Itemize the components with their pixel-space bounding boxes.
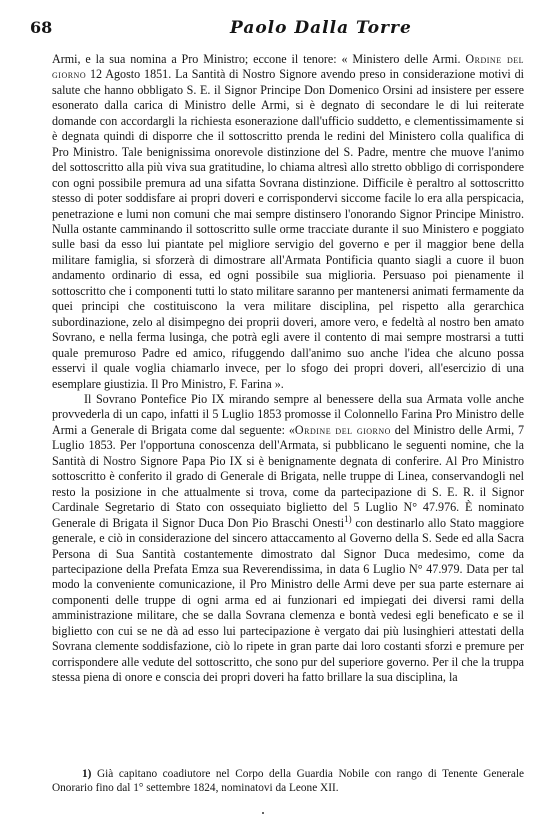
ordine-del-giorno-heading: Ordine del giorno: [52, 52, 524, 82]
paragraph-1-text-b: 12 Agosto 1851. La Santità di Nostro Signore avendo preso in considerazione motivi di salute che hanno obbligato S. E. il Signor Principe Don Domenico Orsini ad insistere per essere esonerato dalla carica di Ministro delle Armi, si è degnato di secondare le di lui reiterate domande con accordargli la richiesta esonerazione dall'ufficio suddetto, e clementissimamente si è degnata quindi di disporre che il sottoscritto prenda le redini del Ministero colla qualifica di Pro Ministro. Tale benignissima onorevole distinzione del S. Padre, mentre che muove l'animo del sottoscritto alla più viva sua gratitudine, lo chiama altresì allo stretto obbligo di corrispondere con ogni possibile premura ad una sifatta Sovrana distinzione. Difficile è peraltro al sottoscritto stesso di poter soddisfare ai propri doveri e corrispondervi siccome facile lo era alla perspicacia, penetrazione e lumi non comuni che mai sempre distinsero l'onorando Signor Principe Ministro. Nulla ostante camminando il sottoscritto sulle orme tracciate durante il suo Ministero e poggiato sulle basi da esso lui piantate pel migliore servigio del governo e per il maggior bene della militare famiglia, si sforzerà di dimostrare all'Armata Pontificia quanto siagli a cuore il buon andamento ordinario di essa, ed ogni possibile sua miglioria. Persuaso poi pienamente il sottoscritto che i componenti tutti lo stato militare saranno per mantenersi animati fermamente da quei principi che costituiscono la vera militare disciplina, pel rispetto alla gerarchica subordinazione, zelo al disimpegno dei proprii doveri, amore vero, e fedeltà al nostro ben amato Sovrano, e nella ferma lusinga, che potrà egli avere il contento di mai sempre mostrarsi a tutti quale premuroso Padre ed amico, rifuggendo dall'animo suo anche l'idea che alcuno possa esservi il quale voglia chiamarlo invece, per lo sfogo dei propri doveri, all'esercizio di una esemplare giustizia. Il Pro Ministro, F. Farina ».: [52, 67, 524, 391]
footnote: [52, 767, 524, 795]
paragraph-1-text-a: Armi, e la sua nomina a Pro Ministro; eccone il tenore: « Ministero delle Armi.: [52, 52, 466, 66]
running-title: Paolo Dalla Torre: [230, 18, 412, 38]
paragraph-1: [52, 52, 524, 392]
footnote-reference: 1): [344, 513, 352, 524]
page-number: 68: [30, 18, 53, 37]
paragraph-2-text-c: con destinarlo allo Stato maggiore generale, e ciò in considerazione del sincero attaccamento al Governo della S. Sede ed alla Sacra Persona di Sua Santità costantemente dimostrato dal Signor Duca medesimo, come da partecipazione della Prefata Emza sua Reverendissima, in data 6 Luglio N° 47.979. Data per tal modo la conveniente comunicazione, il Pro Ministro delle Armi deve per sua parte esternare ai componenti delle truppe di ogni arma ed ai funzionari ed impiegati dei diversi rami della amministrazione militare, che se dalla Sovrana clemenza e bontà vedesi egli beneficato e se il biglietto con cui se ne dà ad esso lui partecipazione è vergato dai più lusinghieri attestati della Sovrana clemente soddisfazione, ciò lo ripete in gran parte dai loro costanti sforzi e premure per corrispondere alle vedute del sottoscritto, che sono pur del superiore governo. Per il che la truppa stessa piena di onore e conscia dei propri doveri ha fatto brillare la sua disciplina, la: [52, 515, 525, 685]
ordine-del-giorno-heading-2: Ordine del giorno: [294, 422, 391, 437]
paragraph-2: [52, 392, 524, 686]
paragraph-2-text-b: del Ministro delle Armi, 7 Luglio 1853. Per l'opportuna conoscenza dell'Armata, si pubblicano le seguenti nomine, che la Santità di Nostro Signore Papa Pio IX si è benignamente degnata di conferire. Al Pro Ministro sottoscritto è conferito il grado di Generale di Brigata, nelle truppe di Linea, conservandogli nel resto la posizione in che attualmente si trova, come da partecipazione di S. E. R. il Signor Cardinale Segretario di Stato con ossequiato biglietto del 5 Luglio N° 47.976. È nominato Generale di Brigata il Signor Duca Don Pio Braschi Onesti: [52, 422, 524, 530]
footnote-mark: 1): [82, 768, 92, 780]
paragraph-2-text-a: Il Sovrano Pontefice Pio IX mirando sempre al benessere della sua Armata volle anche provvederla di un capo, infatti il 5 Luglio 1853 promosse il Colonnello Farina Pro Ministro delle Armi a Generale di Brigata come dal seguente: «: [52, 391, 524, 437]
main-text: [52, 52, 524, 686]
page-header: [30, 16, 520, 42]
footnote-text: Già capitano coadiutore nel Corpo della Guardia Nobile con rango di Tenente Generale Onorario fino dal 1° settembre 1824, nominatovi da Leone XII.: [52, 768, 524, 794]
page-speck: [262, 812, 264, 814]
